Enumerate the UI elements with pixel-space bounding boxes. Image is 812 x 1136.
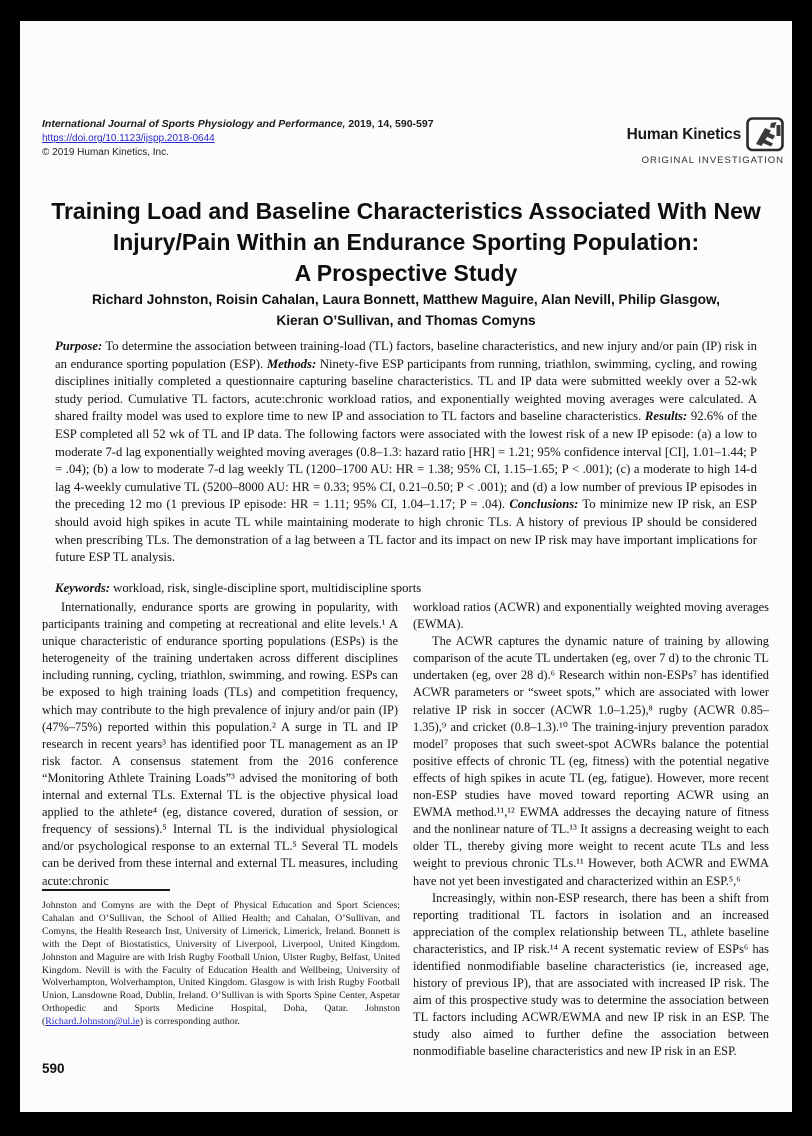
abstract-conclusions-text: To minimize new IP risk, an ESP should avoid high spikes in acute TL while maintaining moderate to high chronic TLs. A history of previous IP should be considered when prescribing TLs. The demonstration of a lag between a TL factor and its impact on new IP risk may have important implications for future ESP TL analysis. xyxy=(55,497,757,565)
keywords-line xyxy=(55,581,757,596)
abstract-results-label: Results: xyxy=(644,409,688,424)
abstract-purpose-text: To determine the association between training-load (TL) factors, baseline characteristics, and new injury and/or pain (IP) risk in an endurance sporting population (ESP). xyxy=(55,339,757,371)
author-list xyxy=(20,289,792,331)
body-paragraph: workload ratios (ACWR) and exponentially weighted moving averages (EWMA). xyxy=(413,600,769,632)
keywords-label: Keywords: xyxy=(55,580,110,595)
article-title-line: A Prospective Study xyxy=(294,260,518,286)
page-header xyxy=(42,117,784,166)
publisher-block xyxy=(627,117,784,166)
abstract-conclusions-label: Conclusions: xyxy=(509,497,579,512)
author-list-line: Kieran O’Sullivan, and Thomas Comyns xyxy=(276,313,536,328)
human-kinetics-runner-icon xyxy=(746,117,784,152)
doi-link[interactable]: https://doi.org/10.1123/ijspp.2018-0644 xyxy=(42,133,215,144)
journal-volume-pages: 2019, 14, 590-597 xyxy=(345,118,434,130)
article-title xyxy=(20,196,792,289)
abstract-methods-label: Methods: xyxy=(266,356,317,371)
body-right-column xyxy=(413,599,769,1061)
abstract-block xyxy=(55,338,757,596)
article-title-line: Training Load and Baseline Characteristics Associated With New xyxy=(51,198,761,224)
affiliation-footnote xyxy=(42,889,400,1029)
page-number: 590 xyxy=(42,1061,65,1076)
article-type-label: ORIGINAL INVESTIGATION xyxy=(641,155,784,166)
copyright-line: © 2019 Human Kinetics, Inc. xyxy=(42,147,169,158)
footnote-before-email: Johnston and Comyns are with the Dept of Physical Education and Sport Sciences; Cahalan and O’Sullivan, the School of Allied Health; and Cahalan, O’Sullivan, and Comyns, the Health Research Inst, University of Limerick, Limerick, Ireland. Bonnett is with the Dept of Biostatistics, University of Liverpool, Liverpool, United Kingdom. Johnston and Maguire are with Irish Rugby Football Union, Ulster Rugby, Belfast, United Kingdom. Nevill is with the Faculty of Education Health and Wellbeing, University of Wolverhampton, Wolverhampton, United Kingdom. Glasgow is with Irish Rugby Football Union, Lansdowne Road, Dublin, Ireland. O’Sullivan is with Sports Spine Center, Aspetar Orthopedic and Sports Medicine Hospital, Doha, Qatar. Johnston ( xyxy=(42,900,400,1028)
abstract-paragraph xyxy=(55,338,757,567)
footnote-divider xyxy=(42,889,170,891)
footnote-after-email: ) is corresponding author. xyxy=(139,1016,240,1028)
journal-citation xyxy=(42,117,434,131)
corresponding-author-email-link[interactable]: Richard.Johnston@ul.ie xyxy=(45,1016,140,1028)
keywords-text: workload, risk, single-discipline sport, multidiscipline sports xyxy=(109,580,422,595)
article-title-line: Injury/Pain Within an Endurance Sporting Population: xyxy=(112,229,700,255)
abstract-results-text: 92.6% of the ESP completed all 52 wk of TL and IP data. The following factors were associated with the lowest risk of a new IP episode: (a) a low to moderate 7-d lag exponentially weighted moving averages (0.8–1.3: hazard ratio [HR] = 1.21; 95% confidence interval [CI], 1.01–1.44; P = .04); (b) a low to moderate 7-d lag weekly TL (1200–1700 AU: HR = 1.38; 95% CI, 1.15–1.65; P < .001); (c) a moderate to high 14-d lag 4-weekly cumulative TL (5200–8000 AU: HR = 0.33; 95% CI, 0.21–0.50; P < .001); and (d) a low number of previous IP episodes in the preceding 12 mo (1 previous IP episode: HR = 1.11; 95% CI, 1.04–1.17; P = .04). xyxy=(55,409,758,512)
footnote-text xyxy=(42,900,400,1029)
body-paragraph: Internationally, endurance sports are growing in popularity, with participants training and competing at recreational and elite levels.¹ A unique characteristic of endurance sporting populations (ESPs) is the heterogeneity of the training undertaken across different disciplines including running, cycling, triathlon, swimming, and rowing. ESPs can be exposed to high training loads (TLs) and competition frequency, which may contribute to the high prevalence of injury and/or pain (IP) (47%–75%) reported within this population.² A surge in TL and IP research in recent years³ has identified poor TL management as an IP risk factor. A consensus statement from the 2016 conference “Monitoring Athlete Training Loads”³ advised the monitoring of both internal and external TLs. External TL is the objective physical load applied to the athlete⁴ (eg, distance covered, duration of session, or frequency of sessions).⁵ Internal TL is the individual physiological and/or psychological response to an external TL.⁵ Several TL models can be derived from these internal and external TL measures, including acute:chronic xyxy=(42,600,398,888)
journal-name: International Journal of Sports Physiology and Performance, xyxy=(42,118,346,130)
body-paragraph: Increasingly, within non-ESP research, there has been a shift from reporting traditional TL factors in isolation and an increased appreciation of the complex relationship between TL, athlete baseline characteristics, and IP risk.¹⁴ A recent systematic review of ESPs⁶ has identified nonmodifiable baseline characteristics (ie, increased age, history of previous IP), that are associated with increased IP risk. The aim of this prospective study was to determine the association between TL factors including ACWR/EWMA and new IP risk in an ESP. The study also aimed to further define the association between nonmodifiable baseline characteristics and new IP risk in an ESP. xyxy=(413,890,769,1059)
abstract-methods-text: Ninety-five ESP participants from running, triathlon, swimming, cycling, and rowing disciplines initially completed a questionnaire capturing baseline characteristics. TL and IP data were submitted weekly over a 52-wk study period. Cumulative TL factors, acute:chronic workload ratios, and exponentially weighted moving averages were calculated. A shared frailty model was used to explore time to new IP and association to TL factors and baseline characteristics. xyxy=(55,356,757,424)
body-paragraph: The ACWR captures the dynamic nature of training by allowing comparison of the acute TL undertaken (eg, over 7 d) to the chronic TL undertaken (eg, over 28 d).⁶ Research within non-ESPs⁷ has identified ACWR parameters or “sweet spots,” which are associated with lower relative IP risk in soccer (ACWR 1.0–1.25),⁸ rugby (ACWR 0.85–1.35),⁹ and cricket (0.8–1.3).¹⁰ The training-injury prevention paradox model⁷ proposes that such sweet-spot ACWRs balance the potential positive effects of chronic TL (eg, fitness) with the potential negative effects of high spikes in acute TL (eg, fatigue). However, more recent non-ESP studies have moved toward reporting ACWR using an EWMA method.¹¹,¹² EWMA addresses the decaying nature of fitness and the nonlinear nature of TL.¹³ It assigns a decreasing weight to each older TL, thereby giving more weight to recent acute TLs and less weight to previous chronic TLs.¹¹ However, both ACWR and EWMA have not yet been investigated and characterized within an ESP.⁵,⁶ xyxy=(413,634,769,888)
paper-page xyxy=(20,21,792,1112)
publisher-name: Human Kinetics xyxy=(626,125,741,143)
author-list-line: Richard Johnston, Roisin Cahalan, Laura Bonnett, Matthew Maguire, Alan Nevill, Philip Glasgow, xyxy=(92,292,720,307)
journal-citation-block xyxy=(42,117,434,160)
abstract-purpose-label: Purpose: xyxy=(55,339,103,353)
